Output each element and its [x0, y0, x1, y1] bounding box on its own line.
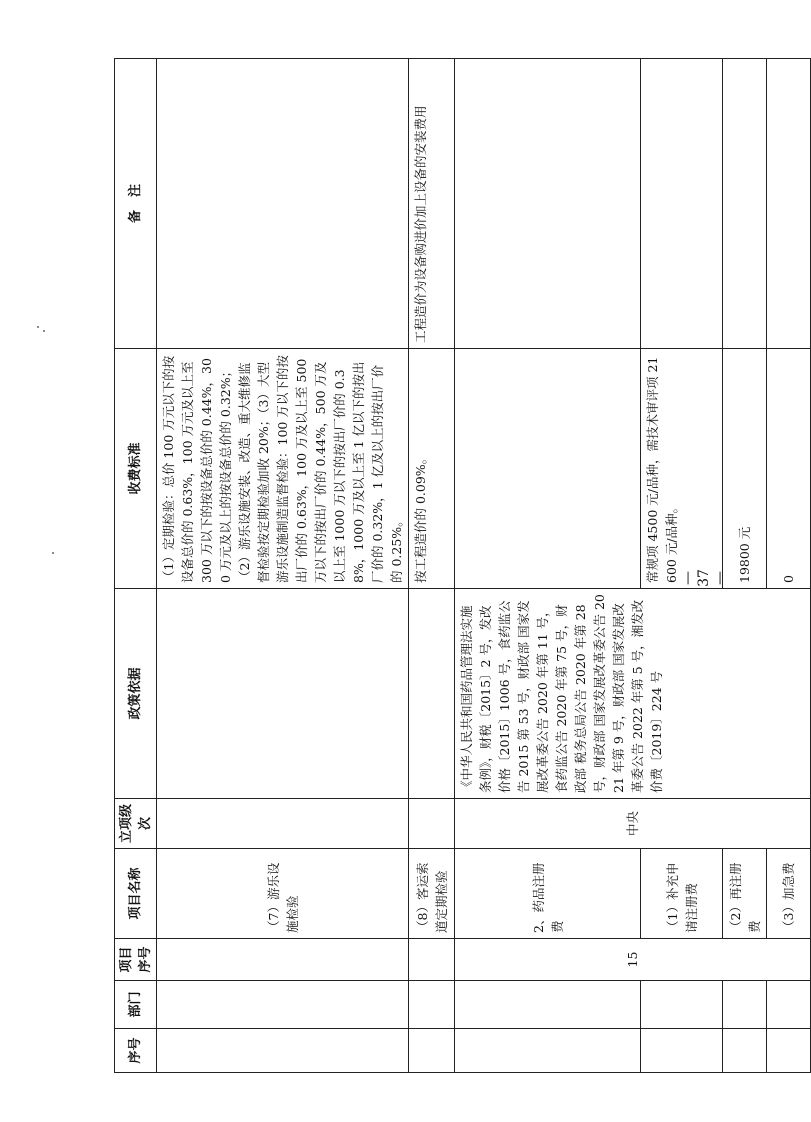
remark: 工程造价为设备购进价加上设备的安装费用 [409, 59, 455, 349]
item-seq: 15 [455, 939, 811, 981]
table-row [409, 59, 455, 1073]
header-dept: 部门 [115, 981, 157, 1029]
item-name: 2、药品注册费 [455, 849, 641, 939]
table-row [455, 59, 641, 1073]
table-row [767, 59, 811, 1073]
header-level: 立项级次 [115, 799, 157, 849]
header-row [115, 59, 157, 1073]
header-item-name: 项目名称 [115, 849, 157, 939]
scan-speck [43, 330, 45, 332]
item-name: （3）加急费 [767, 849, 811, 939]
item-name: （1）补充申请注册费 [641, 849, 723, 939]
fee-standard: 常规项 4500 元/品种，需技术审评项 21600 元/品种。 [641, 349, 723, 589]
scan-speck [37, 326, 39, 328]
fee-table [114, 58, 811, 1073]
item-name: （8）客运索道定期检验 [409, 849, 455, 939]
item-name: （2）再注册费 [723, 849, 767, 939]
fee-standard: （1）定期检验：总价 100 万元以下的按设备总价的 0.63%，100 万元及以上至 300 万以下的按设备总价的 0.44%，300 万元及以上的按设备总价的 0.32%；（2）游乐设施安装、改造、重大维修监督检验按定期检验加收 20%；（3）大型游乐设施制造监督检验：100 万以下的按出厂价的 0.63%，100 万及以上至 500 万以下的按出厂价的 0.44%，500 万及以上至 1000 万以下的按出厂价的 0.38%，1000 万及以上至 1 亿以下的按出厂价的 0.32%，1 亿及以上的按出厂价的 0.25%。 [157, 349, 409, 589]
fee-standard: 按工程造价的 0.09%。 [409, 349, 455, 589]
table-row [723, 59, 767, 1073]
page-number: — 37 — [680, 569, 728, 587]
header-seq: 序号 [115, 1029, 157, 1073]
policy-basis: 《中华人民共和国药品管理法实施条例》，财税〔2015〕2 号，发改价格〔2015〕1006 号，食药监公告 2015 第 53 号，财政部 国家发展改革委公告 2020 年第 11 号，食药监公告 2020 年第 75 号，财政部 税务总局公告 2020 年第 28 号，财政部 国家发展改革委公告 2021 年第 9 号，财政部 国家发展改革委公告 2022 年第 5 号，湘发改价费〔2019〕224 号 [455, 589, 811, 799]
rotated-page [114, 59, 796, 1073]
level: 中央 [455, 799, 811, 849]
scan-speck [52, 552, 54, 554]
header-standard: 收费标准 [115, 349, 157, 589]
item-name: （7）游乐设施检验 [157, 849, 409, 939]
fee-standard: 0 [767, 349, 811, 589]
header-remark: 备 注 [115, 59, 157, 349]
table-row [157, 59, 409, 1073]
table-row [641, 59, 723, 1073]
header-basis: 政策依据 [115, 589, 157, 799]
fee-standard: 19800 元 [723, 349, 767, 589]
header-item-seq: 项目序号 [115, 939, 157, 981]
